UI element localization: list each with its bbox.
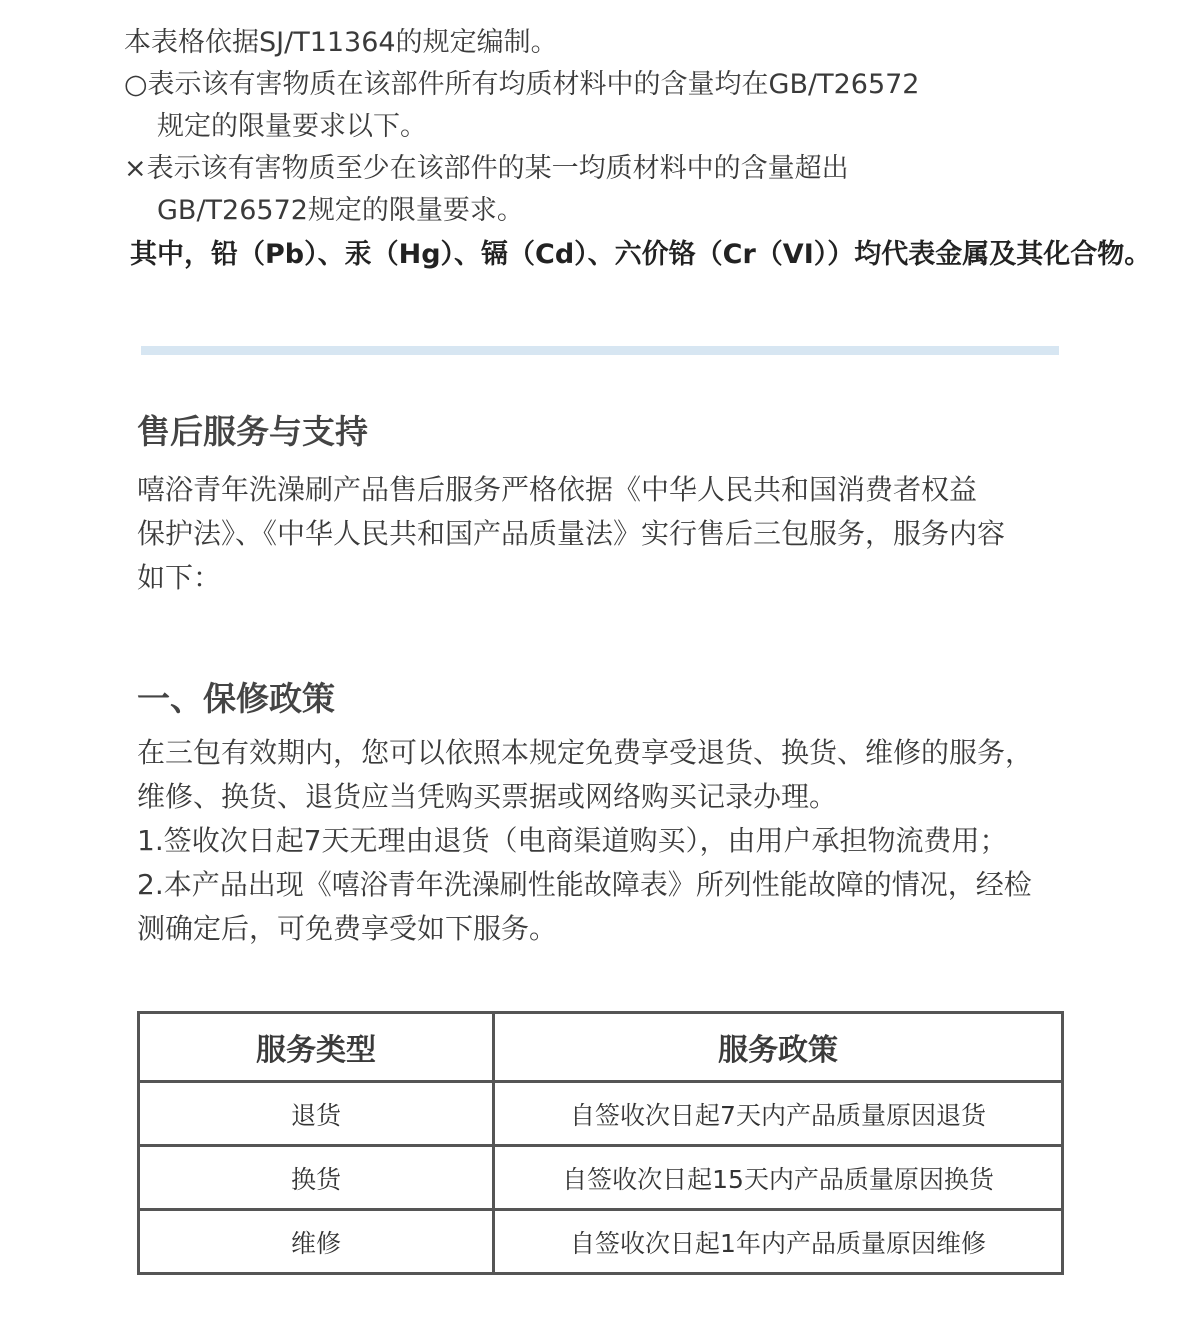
cell-service-policy: 自签收次日起1年内产品质量原因维修: [494, 1210, 1063, 1274]
notes-line-circle-meaning: ○表示该有害物质在该部件所有均质材料中的含量均在GB/T26572: [124, 69, 920, 100]
after-sales-intro-line: 嘻浴青年洗澡刷产品售后服务严格依据《中华人民共和国消费者权益: [137, 473, 978, 506]
warranty-line: 2.本产品出现《嘻浴青年洗澡刷性能故障表》所列性能故障的情况，经检: [137, 868, 1032, 901]
warranty-line: 维修、换货、退货应当凭购买票据或网络购买记录办理。: [137, 780, 838, 813]
notes-line-standard: 本表格依据SJ/T11364的规定编制。: [124, 27, 558, 58]
table-row: [139, 1146, 1063, 1210]
header-service-policy: 服务政策: [494, 1013, 1063, 1082]
notes-line-cross-meaning-cont: GB/T26572规定的限量要求。: [157, 195, 524, 226]
warranty-title: 一、保修政策: [137, 679, 335, 718]
service-policy-table: [137, 1011, 1064, 1275]
warranty-line: 在三包有效期内，您可以依照本规定免费享受退货、换货、维修的服务，: [137, 736, 1034, 769]
warranty-line: 1.签收次日起7天无理由退货（电商渠道购买），由用户承担物流费用；: [137, 824, 1008, 857]
hazardous-substance-notes: [124, 22, 1152, 276]
notes-line-metals: 其中，铅（Pb）、汞（Hg）、镉（Cd）、六价铬（Cr（VI））均代表金属及其化合物。: [130, 239, 1152, 270]
notes-line-circle-meaning-cont: 规定的限量要求以下。: [157, 111, 427, 142]
after-sales-intro-line: 如下：: [137, 561, 222, 594]
cell-service-type: 维修: [139, 1210, 494, 1274]
table-header-row: [139, 1013, 1063, 1082]
warranty-policy-text: [137, 731, 1067, 951]
cell-service-type: 退货: [139, 1082, 494, 1146]
table-row: [139, 1210, 1063, 1274]
after-sales-intro: [137, 468, 1067, 600]
after-sales-title: 售后服务与支持: [137, 412, 368, 451]
table-row: [139, 1082, 1063, 1146]
notes-line-cross-meaning: ×表示该有害物质至少在该部件的某一均质材料中的含量超出: [124, 153, 849, 184]
cell-service-policy: 自签收次日起7天内产品质量原因退货: [494, 1082, 1063, 1146]
after-sales-intro-line: 保护法》、《中华人民共和国产品质量法》实行售后三包服务，服务内容: [137, 517, 1006, 550]
header-service-type: 服务类型: [139, 1013, 494, 1082]
cell-service-policy: 自签收次日起15天内产品质量原因换货: [494, 1146, 1063, 1210]
warranty-line: 测确定后，可免费享受如下服务。: [137, 912, 558, 945]
section-divider: [141, 346, 1059, 355]
cell-service-type: 换货: [139, 1146, 494, 1210]
